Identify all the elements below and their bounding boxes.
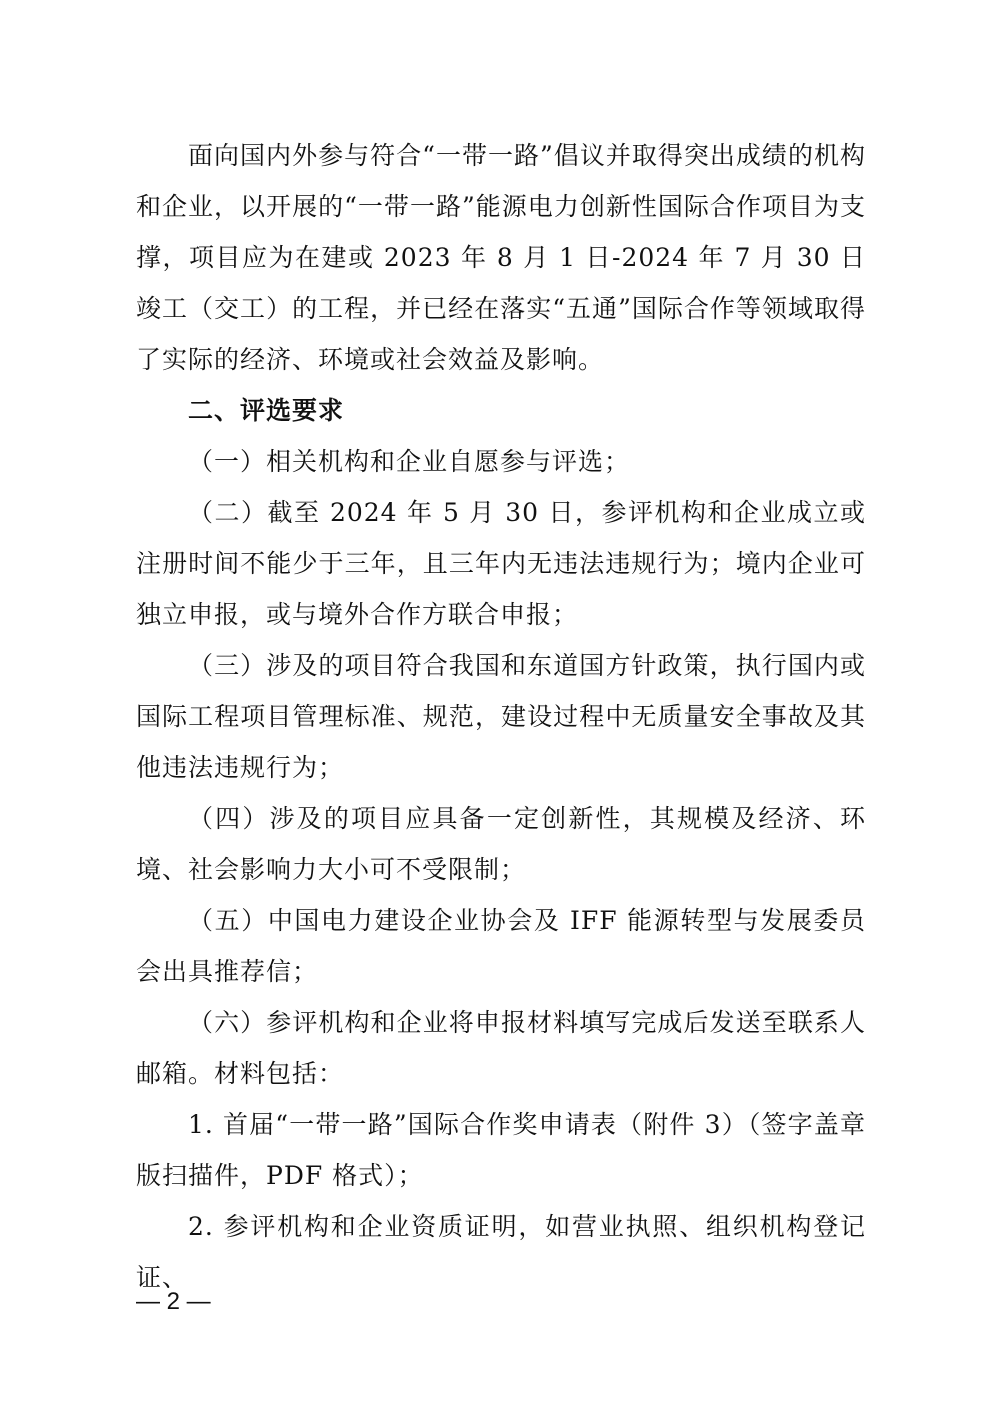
requirement-item-4: （四）涉及的项目应具备一定创新性，其规模及经济、环境、社会影响力大小可不受限制；	[136, 804, 866, 884]
requirement-item-3: （三）涉及的项目符合我国和东道国方针政策，执行国内或国际工程项目管理标准、规范，建设过程中无质量安全事故及其他违法违规行为；	[136, 651, 866, 782]
document-body	[136, 130, 866, 1303]
page-number: — 2 —	[136, 1288, 211, 1315]
requirement-item-6: （六）参评机构和企业将申报材料填写完成后发送至联系人邮箱。材料包括：	[136, 1008, 866, 1088]
requirement-item-5: （五）中国电力建设企业协会及 IFF 能源转型与发展委员会出具推荐信；	[136, 906, 866, 986]
requirement-item-2: （二）截至 2024 年 5 月 30 日，参评机构和企业成立或注册时间不能少于三年，且三年内无违法违规行为；境内企业可独立申报，或与境外合作方联合申报；	[136, 498, 866, 629]
section-heading: 二、评选要求	[188, 396, 345, 425]
material-item-1: 1. 首届“一带一路”国际合作奖申请表（附件 3）（签字盖章版扫描件，PDF 格式）；	[136, 1110, 866, 1190]
requirement-item-1: （一）相关机构和企业自愿参与评选；	[188, 447, 631, 476]
material-item-2: 2. 参评机构和企业资质证明，如营业执照、组织机构登记证、	[136, 1212, 866, 1292]
intro-paragraph: 面向国内外参与符合“一带一路”倡议并取得突出成绩的机构和企业，以开展的“一带一路”能源电力创新性国际合作项目为支撑，项目应为在建或 2023 年 8 月 1 日-2024 年 7 月 30 日竣工（交工）的工程，并已经在落实“五通”国际合作等领域取得了实际的经济、环境或社会效益及影响。	[136, 141, 866, 374]
